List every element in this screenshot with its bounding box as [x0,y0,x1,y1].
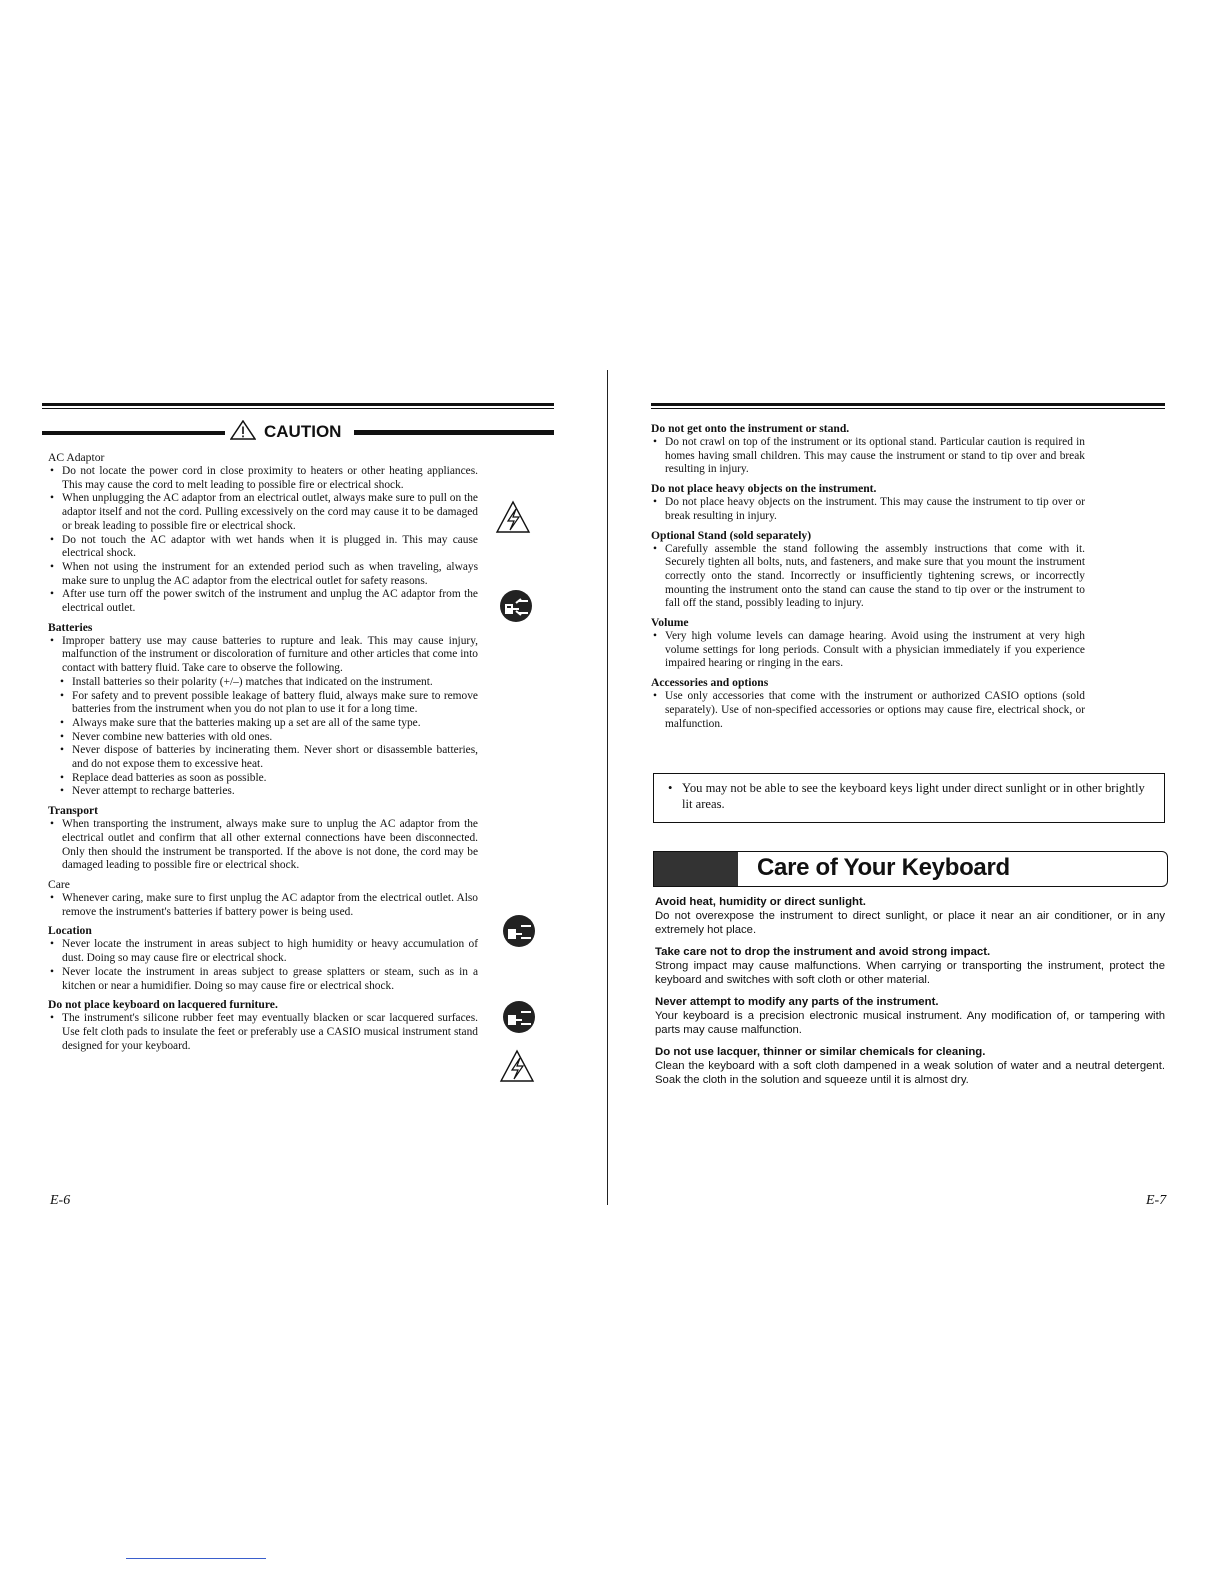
left-column [48,451,478,1058]
section-lacquered [48,998,478,1053]
list-item: • When unplugging the AC adaptor from an electrical outlet, always make sure to pull on the adaptor itself and not the cord. Pulling excessively on the cord may cause it to be damaged or break leading to possible fire or electrical shock. [48,492,478,533]
caution-title: CAUTION [264,422,342,441]
list-item: • Never attempt to recharge batteries. [48,785,478,799]
list-item: • Whenever caring, make sure to first unplug the AC adaptor from the electrical outlet. Also remove the instrument's batteries if battery power is being used. [48,892,478,919]
section-accessories [651,676,1085,731]
care-heading: Avoid heat, humidity or direct sunlight. [655,896,866,908]
section-heading: Volume [651,616,689,630]
note-box [653,773,1165,823]
list-item: • Very high volume levels can damage hearing. Avoid using the instrument at very high volume settings for long periods. Consult with a physician immediately if you experience impaired hearing or ringing in the ears. [651,630,1085,671]
section-heading: Do not get onto the instrument or stand. [651,422,850,435]
list-item: • Do not crawl on top of the instrument or its optional stand. Particular caution is required in homes having small children. This may cause the instrument or stand to tip over and break resulting in injury. [651,436,1085,477]
page-number-right: E-7 [1146,1193,1167,1208]
list-item: • Never combine new batteries with old ones. [48,731,478,745]
care-text: Strong impact may cause malfunctions. When carrying or transporting the instrument, protect the keyboard and switches with soft cloth or other material. [655,960,1165,986]
section-heading: Accessories and options [651,676,769,690]
section-heavy [651,482,1085,523]
section-heading: Do not place keyboard on lacquered furniture. [48,998,278,1012]
list-item: • Improper battery use may cause batteries to rupture and leak. This may cause injury, malfunction of the instrument or discoloration of furniture and other articles that come into contact with battery fluid. Take care to observe the following. [48,635,478,676]
list-item: • Do not touch the AC adaptor with wet hands when it is plugged in. This may cause electrical shock. [48,534,478,561]
list-item: • Never dispose of batteries by incinerating them. Never short or disassemble batteries, and do not expose them to excessive heat. [48,744,478,771]
top-rule-right [651,403,1165,406]
page-number-left: E-6 [50,1193,71,1208]
list-item: • Never locate the instrument in areas subject to high humidity or heavy accumulation of dust. Doing so may cause fire or electrical shock. [48,938,478,965]
electric-shock-warning-icon [499,1049,535,1083]
warning-triangle-icon [230,420,256,440]
list-item: • For safety and to prevent possible leakage of battery fluid, always make sure to remove batteries from the instrument when you do not plan to use it for a long time. [48,690,478,717]
care-heading: Never attempt to modify any parts of the instrument. [655,996,939,1008]
section-location [48,924,478,993]
right-column [651,422,1085,736]
list-item: • When transporting the instrument, always make sure to unplug the AC adaptor from the electrical outlet and confirm that all other external connections have been disconnected. Only then should the instrument be transported. If the above is not done, the cord may be damaged leading to possible fire or electrical shock. [48,818,478,873]
care-heading: Take care not to drop the instrument and avoid strong impact. [655,946,991,958]
section-stand [651,529,1085,612]
list-item: • Install batteries so their polarity (+/–) matches that indicated on the instrument. [48,676,478,690]
electric-shock-warning-icon [495,500,531,534]
section-care [48,878,478,919]
section-volume [651,616,1085,671]
list-item: • After use turn off the power switch of the instrument and unplug the AC adaptor from the electrical outlet. [48,588,478,615]
list-item: • Do not locate the power cord in close proximity to heaters or other heating appliances. This may cause the cord to melt leading to possible fire or electrical shock. [48,465,478,492]
section-ac-adaptor [48,451,478,616]
care-heading: Do not use lacquer, thinner or similar chemicals for cleaning. [655,1046,986,1058]
top-rule-left-thin [42,408,554,409]
care-text: Do not overexpose the instrument to direct sunlight, or place it near an air conditioner, or in any extremely hot place. [655,910,1165,936]
care-text: Your keyboard is a precision electronic musical instrument. Any modification of, or tampering with parts may cause malfunction. [655,1010,1165,1036]
note-text: • You may not be able to see the keyboard keys light under direct sunlight or in other brightly lit areas. [668,780,1150,812]
top-rule-left [42,403,554,406]
section-heading: AC Adaptor [48,451,105,464]
page-divider [607,370,608,1205]
list-item: • Use only accessories that come with the instrument or authorized CASIO options (sold separately). Use of non-specified accessories or options may cause fire, electrical shock, or malfunction. [651,690,1085,731]
care-text: Clean the keyboard with a soft cloth dampened in a weak solution of water and a neutral detergent. Soak the cloth in the solution and squeeze until it is almost dry. [655,1060,1165,1086]
top-rule-right-thin [651,408,1165,409]
list-item: • Do not place heavy objects on the instrument. This may cause the instrument to tip over or break resulting in injury. [651,496,1085,523]
unplug-icon [502,1000,536,1034]
unplug-icon [499,589,533,623]
care-title: Care of Your Keyboard [757,854,1010,881]
section-transport [48,804,478,873]
care-section-header [653,851,1168,887]
section-heading: Location [48,924,92,938]
section-heading: Batteries [48,620,93,634]
care-list [655,895,1165,1095]
section-heading: Do not place heavy objects on the instrument. [651,482,877,496]
list-item: • Carefully assemble the stand following the assembly instructions that come with it. Securely tighten all bolts, nuts, and fasteners, and make sure that you mount the instrument correctly onto the stand. Incorrectly or insufficiently tightening screws, or incorrectly mounting the instrument onto the stand can cause the stand to tip over or the instrument to fall off the stand, possibly leading to injury. [651,543,1085,612]
underline-mark [126,1558,266,1559]
list-item: • When not using the instrument for an extended period such as when traveling, always make sure to unplug the AC adaptor from the electrical outlet for safety reasons. [48,561,478,588]
section-heading: Optional Stand (sold separately) [651,528,812,542]
section-heading: Transport [48,804,99,818]
list-item: • Never locate the instrument in areas subject to grease splatters or steam, such as in a kitchen or near a humidifier. Doing so may cause fire or electrical shock. [48,966,478,993]
section-onto [651,422,1085,477]
section-heading: Care [48,877,70,891]
section-batteries [48,621,478,799]
list-item: • Replace dead batteries as soon as possible. [48,772,478,786]
caution-header [42,420,554,444]
list-item: • Always make sure that the batteries making up a set are all of the same type. [48,717,478,731]
list-item: • The instrument's silicone rubber feet may eventually blacken or scar lacquered surfaces. Use felt cloth pads to insulate the feet or preferably use a CASIO musical instrument stand designed for your keyboard. [48,1012,478,1053]
unplug-icon [502,914,536,948]
